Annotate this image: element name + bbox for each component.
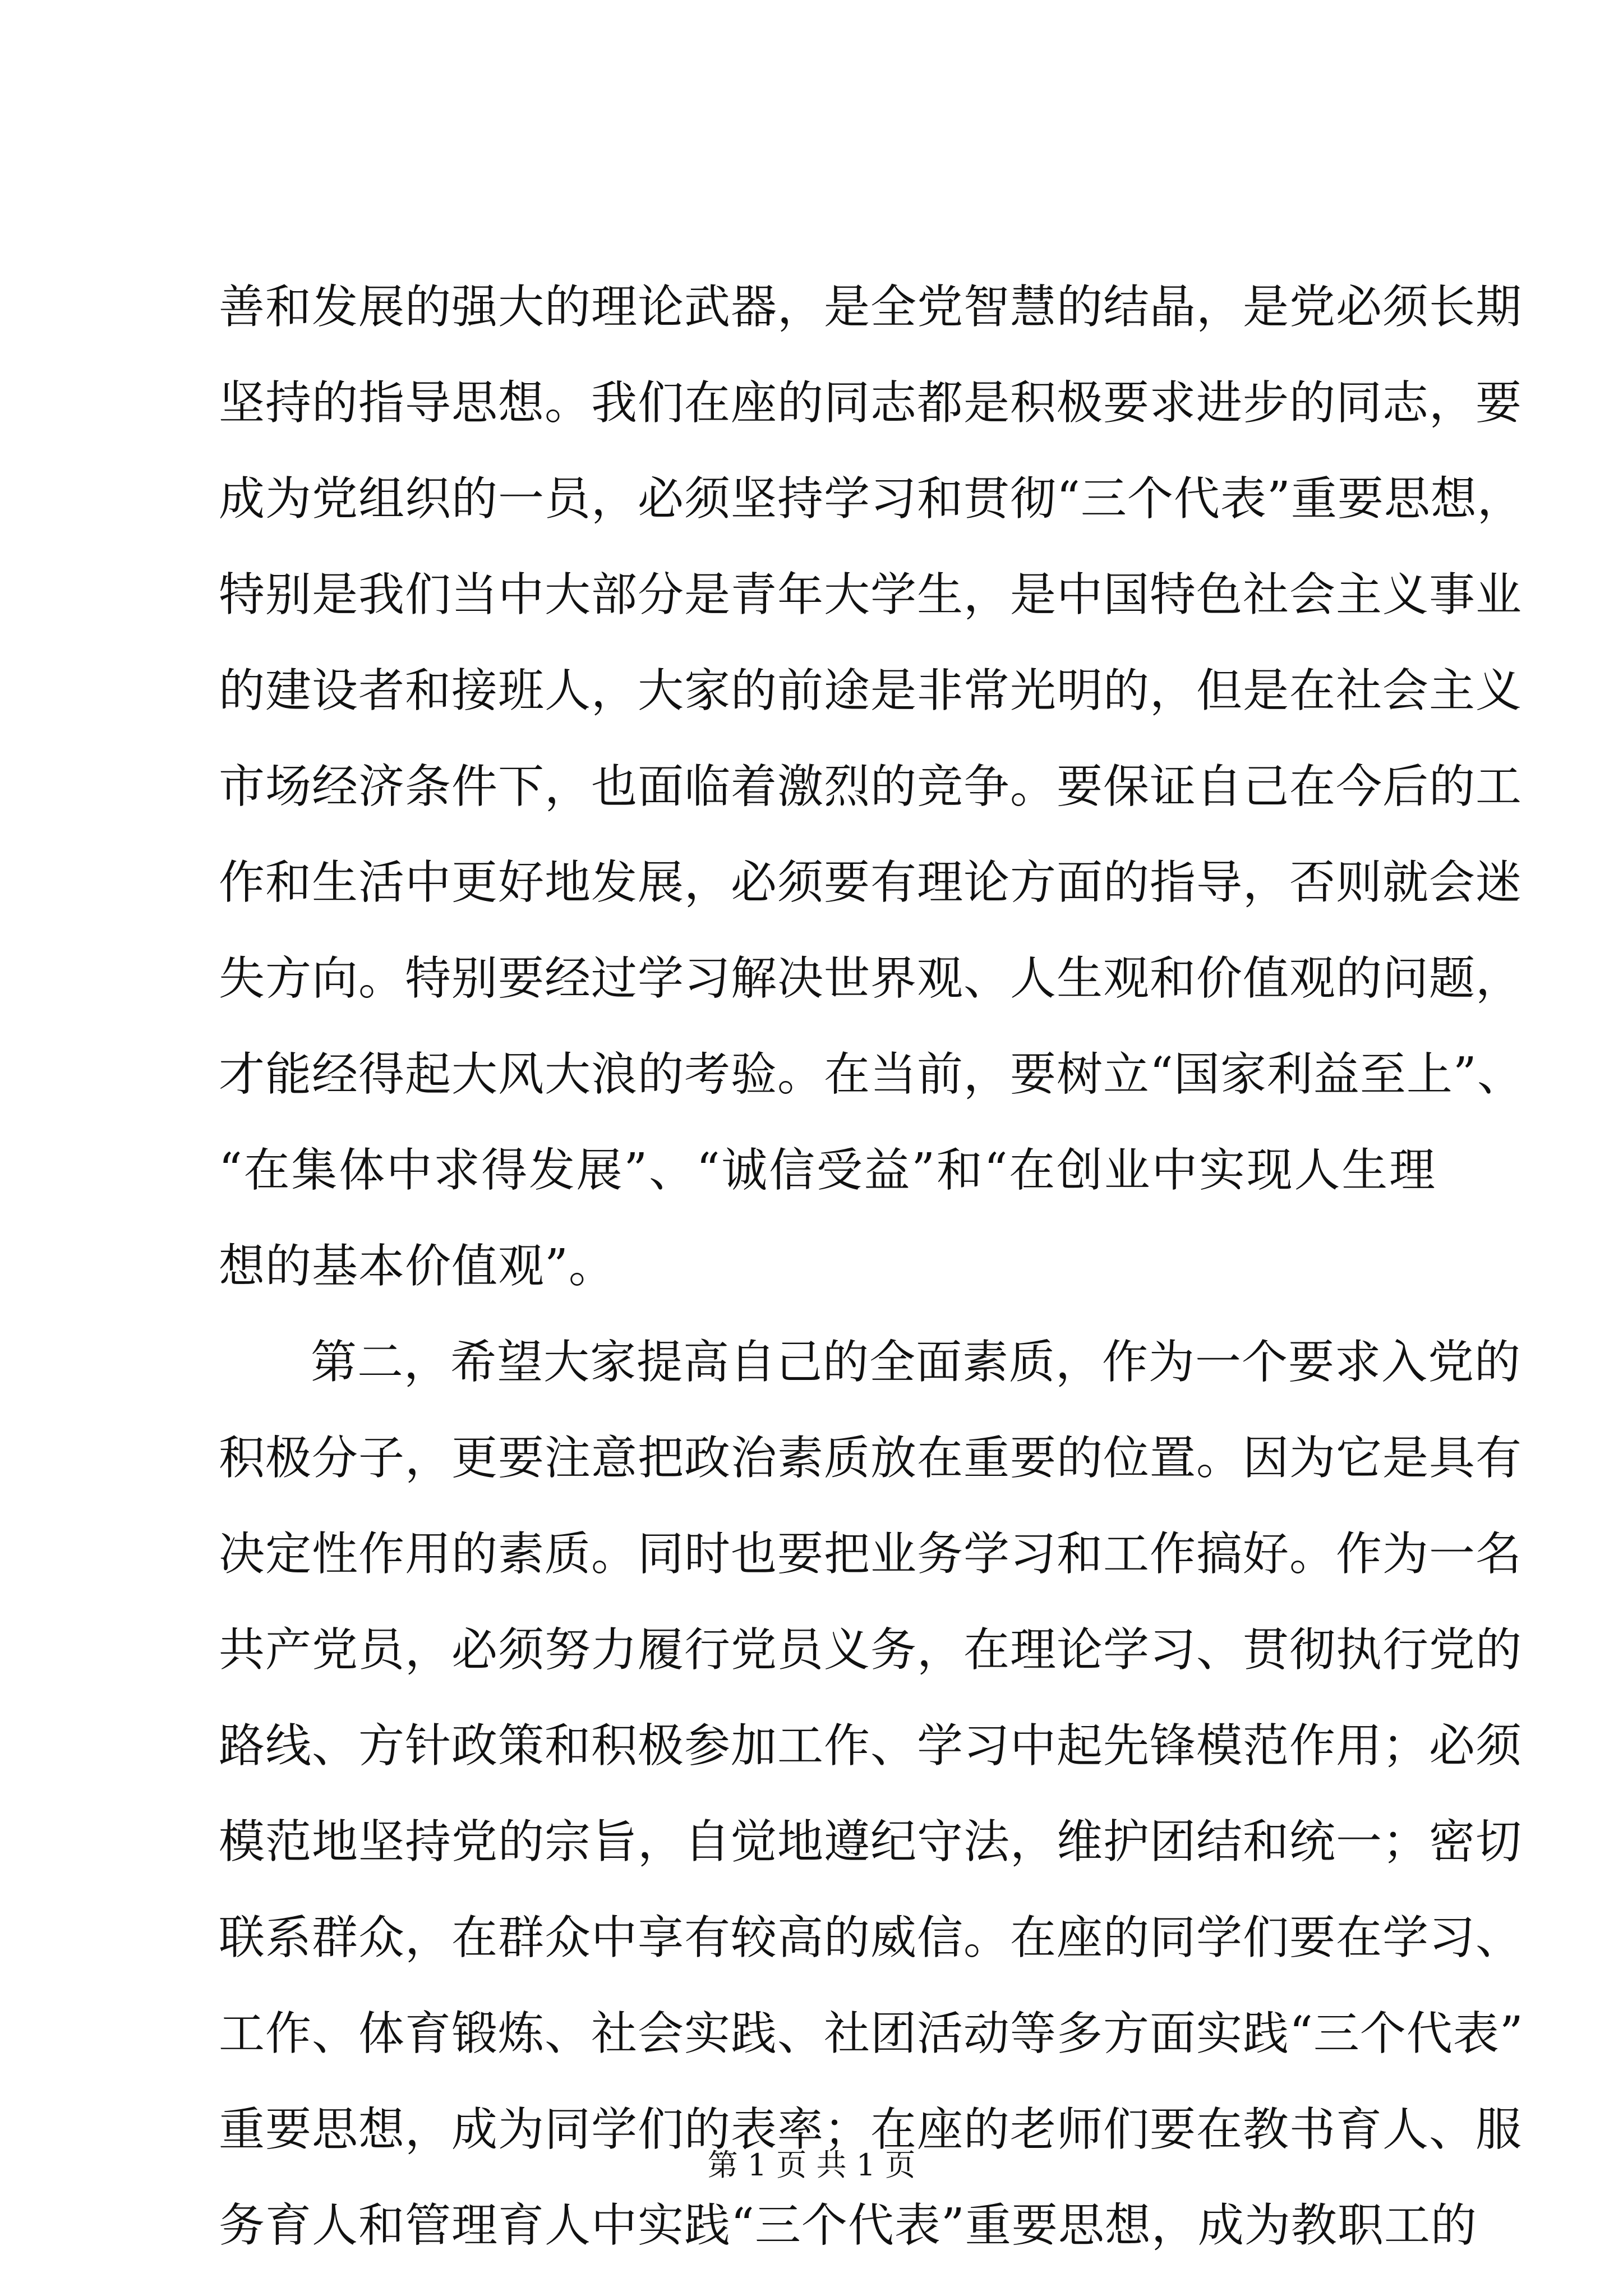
page-footer	[0, 2143, 1623, 2188]
text-line: 路线、方针政策和积极参加工作、学习中起先锋模范作用；必须	[219, 1719, 1523, 1773]
text-line: 成为党组织的一员，必须坚持学习和贯彻“三个代表”重要思想，	[219, 472, 1524, 526]
text-line: 重要思想，成为同学们的表率；在座的老师们要在教书育人、服	[219, 2103, 1523, 2156]
text-line: 的建设者和接班人，大家的前途是非常光明的，但是在社会主义	[219, 664, 1523, 717]
text-line: 特别是我们当中大部分是青年大学生，是中国特色社会主义事业	[219, 568, 1523, 622]
text-line: 联系群众，在群众中享有较高的威信。在座的同学们要在学习、	[219, 1911, 1523, 1964]
text-line: 务育人和管理育人中实践“三个代表”重要思想，成为教职工的	[219, 2199, 1477, 2252]
paragraph-1	[219, 259, 1524, 1314]
text-line: “在集体中求得发展”、“诚信受益”和“在创业中实现人生理	[219, 1144, 1436, 1197]
body-text	[219, 259, 1524, 2274]
text-line: 市场经济条件下，也面临着激烈的竞争。要保证自己在今后的工	[219, 760, 1523, 813]
text-line: 第二，希望大家提高自己的全面素质，作为一个要求入党的	[311, 1336, 1521, 1389]
text-line: 才能经得起大风大浪的考验。在当前，要树立“国家利益至上”、	[219, 1048, 1524, 1101]
text-line: 作和生活中更好地发展，必须要有理论方面的指导，否则就会迷	[219, 856, 1523, 909]
text-line: 坚持的指导思想。我们在座的同志都是积极要求进步的同志，要	[219, 376, 1523, 430]
text-line: 共产党员，必须努力履行党员义务，在理论学习、贯彻执行党的	[219, 1623, 1523, 1677]
paragraph-2	[219, 1314, 1524, 2274]
text-line: 工作、体育锻炼、社会实践、社团活动等多方面实践“三个代表”	[219, 2007, 1524, 2060]
text-line: 模范地坚持党的宗旨，自觉地遵纪守法，维护团结和统一；密切	[219, 1815, 1523, 1869]
text-line: 积极分子，更要注意把政治素质放在重要的位置。因为它是具有	[219, 1432, 1523, 1485]
text-line: 失方向。特别要经过学习解决世界观、人生观和价值观的问题，	[219, 952, 1523, 1005]
text-line: 决定性作用的素质。同时也要把业务学习和工作搞好。作为一名	[219, 1527, 1523, 1581]
text-line: 想的基本价值观”。	[219, 1240, 615, 1293]
page-number-label: 第 1 页 共 1 页	[707, 2147, 916, 2183]
text-line: 善和发展的强大的理论武器，是全党智慧的结晶，是党必须长期	[219, 280, 1523, 334]
